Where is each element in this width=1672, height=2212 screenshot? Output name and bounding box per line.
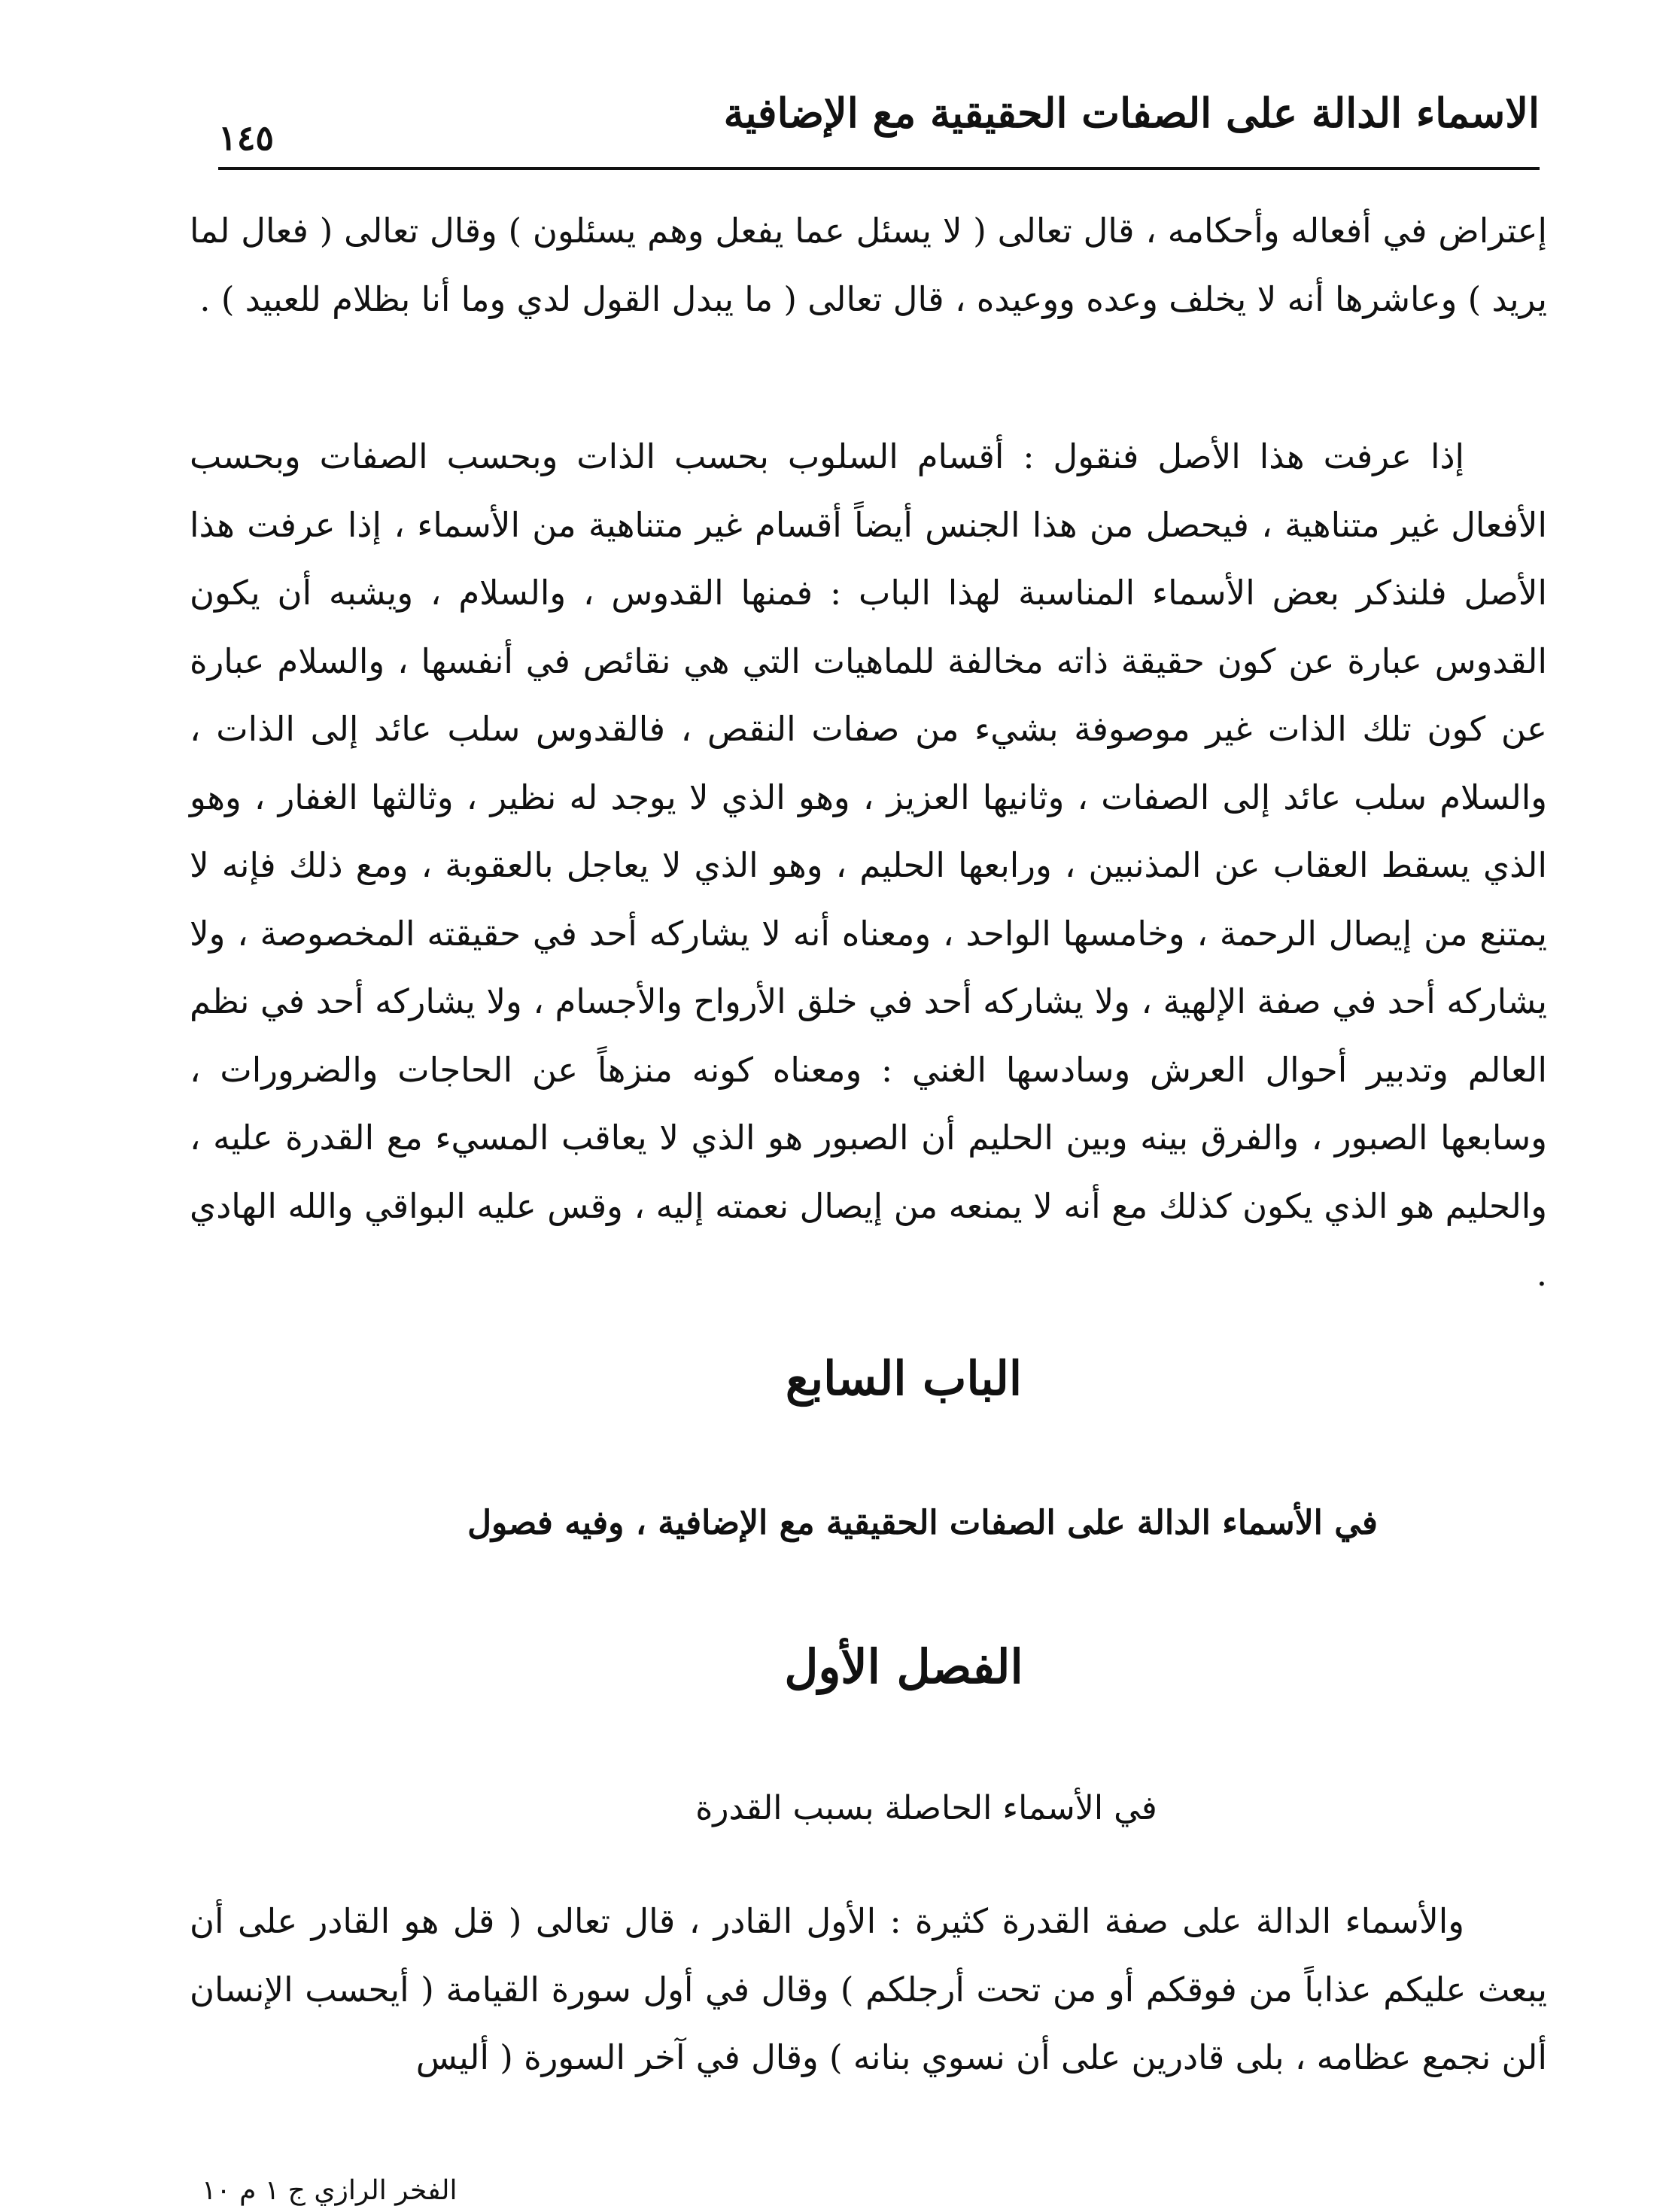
chapter-title: الباب السابع — [785, 1351, 1023, 1406]
header-divider — [218, 167, 1540, 170]
running-header-title: الاسماء الدالة على الصفات الحقيقية مع الإضافية — [723, 89, 1540, 137]
running-header — [218, 89, 1540, 172]
section-title: الفصل الأول — [784, 1639, 1023, 1694]
chapter-subtitle: في الأسماء الدالة على الصفات الحقيقية مع الإضافية ، وفيه فصول — [467, 1504, 1378, 1542]
paragraph-3: والأسماء الدالة على صفة القدرة كثيرة : الأول القادر ، قال تعالى ( قل هو القادر على أن يبعث عليكم عذاباً من فوقكم أو من تحت أرجلكم ) وقال في أول سورة القيامة ( أيحسب الإنسان ألن نجمع عظامه ، بلى قادرين على أن نسوي بنانه ) وقال في آخر السورة ( أليس — [190, 1901, 1547, 2077]
paragraph-1: إعتراض في أفعاله وأحكامه ، قال تعالى ( لا يسئل عما يفعل وهم يسئلون ) وقال تعالى ( فعال لما يريد ) وعاشرها أنه لا يخلف وعده ووعيده ، قال تعالى ( ما يبدل القول لدي وما أنا بظلام للعبيد ) . — [190, 211, 1547, 319]
page-number: ١٤٥ — [218, 117, 275, 158]
paragraph-2: إذا عرفت هذا الأصل فنقول : أقسام السلوب بحسب الذات وبحسب الصفات وبحسب الأفعال غير متناهية ، فيحصل من هذا الجنس أيضاً أقسام غير متناهية من الأسماء ، إذا عرفت هذا الأصل فلنذكر بعض الأسماء المناسبة لهذا الباب : فمنها القدوس ، والسلام ، ويشبه أن يكون القدوس عبارة عن كون حقيقة ذاته مخالفة للماهيات التي هي نقائص في أنفسها ، والسلام عبارة عن كون تلك الذات غير موصوفة بشيء من صفات النقص ، فالقدوس سلب عائد إلى الذات ، والسلام سلب عائد إلى الصفات ، وثانيها العزيز ، وهو الذي لا يوجد له نظير ، وثالثها الغفار ، وهو الذي يسقط العقاب عن المذنبين ، ورابعها الحليم ، وهو الذي لا يعاجل بالعقوبة ، ومع ذلك فإنه لا يمتنع من إيصال الرحمة ، وخامسها الواحد ، ومعناه أنه لا يشاركه أحد في حقيقته المخصوصة ، ولا يشاركه أحد في صفة الإلهية ، ولا يشاركه أحد في خلق الأرواح والأجسام ، ولا يشاركه أحد في نظم العالم وتدبير أحوال العرش وسادسها الغني : ومعناه كونه منزهاً عن الحاجات والضرورات ، وسابعها الصبور ، والفرق بينه وبين الحليم أن الصبور هو الذي لا يعاقب المسيء مع القدرة عليه ، والحليم هو الذي يكون كذلك مع أنه لا يمنعه من إيصال نعمته إليه ، وقس عليه البواقي والله الهادي . — [190, 437, 1547, 1294]
section-subtitle: في الأسماء الحاصلة بسبب القدرة — [695, 1789, 1157, 1827]
footer-signature: الفخر الرازي ج ١ م ١٠ — [202, 2175, 458, 2206]
